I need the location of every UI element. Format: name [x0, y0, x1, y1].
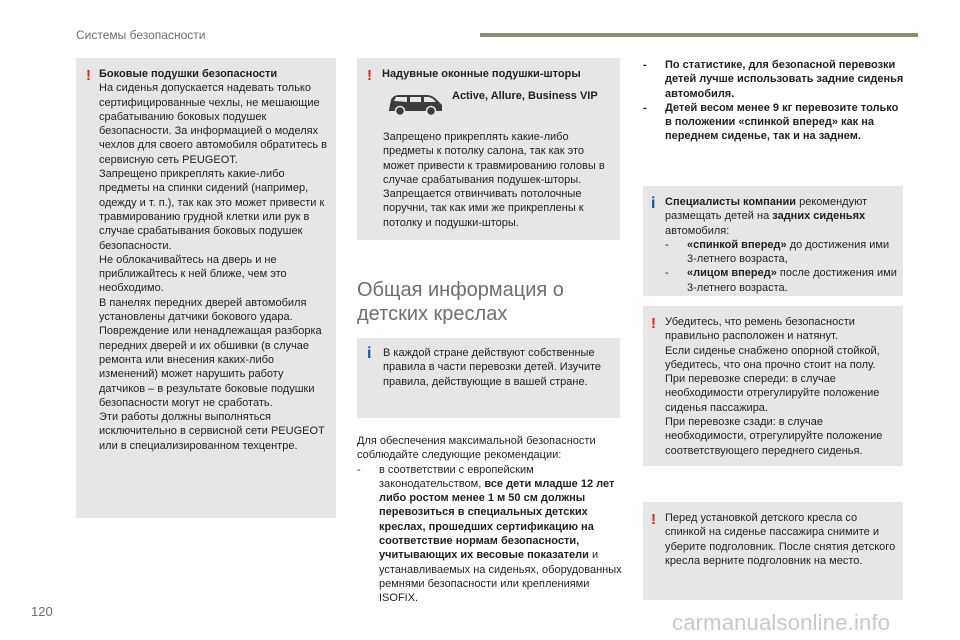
- main-intro: Для обеспечения максимальной безопасности соблюдайте следующие рекомендации:: [357, 435, 596, 462]
- specialists-bold: Специалисты компании: [665, 196, 797, 208]
- side-airbags-text: На сиденья допускается надевать только сертифицированные чехлы, не мешающие срабатыванию боковых подушек безопасности. За информацией о моделях чехлов для своего автомобиля обратитесь в сервисную сеть PEUGEOT. Запрещено прикреплять какие-либо предметы на спинки сидений (например, одежду и т. п.), так как это может привести к травмированию грудной клетки или рук в случае срабатывания боковых подушек безопасности. Не облокачивайтесь на дверь и не приближайтесь к ней ближе, чем это необходимо. В панелях передних дверей автомобиля установлены датчики бокового удара. Повреждение или ненадлежащая разборка передних дверей и их обшивки (в случае ремонта или внесения каких-либо изменений) может нарушить работу датчиков – в результате боковые подушки безопасности могут не сработать. Эти работы должны выполняться исключительно в сервисной сети PEUGEOT или в специализированном техцентре.: [99, 82, 327, 452]
- list-item: [665, 238, 897, 267]
- list-dash: -: [357, 463, 361, 476]
- watermark: carmanualsonline.info: [672, 610, 891, 635]
- section-title-line1: Общая информация о: [357, 279, 564, 301]
- specialists-intro: [665, 195, 897, 238]
- car-van-icon: [385, 90, 445, 118]
- belt-check-text: Убедитесь, что ремень безопасности правильно расположен и натянут. Если сиденье снабжено опорной стойкой, убедитесь, что она прочно стоит на полу. При перевозке спереди: в случае необходимости отрегулируйте положение сиденья пассажира. При перевозке сзади: в случае необходимости, отрегулируйте положение соответствующего переднего сиденья.: [665, 316, 883, 457]
- specialists-box: [643, 186, 903, 296]
- info-icon: i: [367, 345, 372, 362]
- list-dash: -: [643, 101, 647, 114]
- headrest-text: Перед установкой детского кресла со спинкой на сиденье пассажира снимите и уберите подголовник. После снятия детского кресла верните подголовник на место.: [665, 512, 896, 567]
- list-item-body: [379, 463, 623, 606]
- header-bar: [480, 33, 918, 37]
- country-rules-text: В каждой стране действуют собственные правила в части перевозки детей. Изучите правила, действующие в вашей стране.: [383, 347, 602, 388]
- forward-facing-text: после достижения ими 3-летнего возраста.: [687, 267, 897, 294]
- warning-icon: !: [367, 67, 372, 84]
- bullet-bold: все дети младше 12 лет либо ростом менее 1 м 50 см должны перевозиться в специальных детских креслах, прошедших сертификацию на соответствие нормам безопасности, учитывающих их весовые показатели: [379, 477, 615, 562]
- list-item: [643, 101, 905, 144]
- specialists-text: рекомендуют размещать детей на: [665, 196, 868, 223]
- list-item-body: Детей весом менее 9 кг перевозите только в положении «спинкой вперед» как на переднем сиденье, так и на заднем.: [665, 101, 899, 143]
- curtain-airbags-text: Запрещено прикреплять какие-либо предметы к потолку салона, так как это может привести к травмированию головы в случае срабатывания подушек-шторы. Запрещается отвинчивать потолочные поручни, так как ими же прикреплены к потолку и подушки-шторы.: [383, 131, 605, 229]
- belt-check-box: [643, 306, 903, 466]
- side-airbags-title: Боковые подушки безопасности: [99, 68, 278, 80]
- list-item-body: [687, 238, 897, 267]
- warning-icon: !: [651, 511, 656, 528]
- specialists-text-end: автомобиля:: [665, 224, 730, 237]
- right-bold-list: [643, 58, 905, 144]
- rear-seats-bold: задних сиденьях: [772, 210, 866, 223]
- section-title: [357, 278, 564, 326]
- section-title-line2: детских креслах: [357, 303, 508, 325]
- side-airbags-box: [76, 58, 336, 518]
- forward-facing-bold: «лицом вперед»: [687, 267, 777, 280]
- list-dash: -: [643, 59, 647, 71]
- list-dash: -: [665, 267, 669, 280]
- info-icon: i: [651, 195, 656, 212]
- list-item: [357, 463, 623, 606]
- headrest-box: [643, 502, 903, 600]
- page-number: 120: [31, 604, 53, 619]
- warning-icon: !: [651, 315, 656, 332]
- list-item-body: По статистике, для безопасной перевозки детей лучше использовать задние сиденья автомобиля.: [665, 59, 904, 100]
- list-item: [665, 266, 897, 295]
- country-rules-box: [357, 338, 620, 418]
- bullet-pre: в соответствии с европейским законодательством,: [379, 463, 534, 490]
- list-item-body: [687, 266, 897, 295]
- list-item: [643, 58, 905, 101]
- main-recommendations: [357, 434, 623, 606]
- trim-levels: Active, Allure, Business VIP: [452, 90, 598, 102]
- page-header-title: Системы безопасности: [76, 28, 206, 42]
- rear-facing-text: до достижения ими 3-летнего возраста,: [687, 238, 890, 266]
- list-dash: -: [665, 238, 669, 251]
- bullet-post: и устанавливаемых на сиденьях, оборудованных ремнями безопасности или креплениями ISOFIX.: [379, 549, 622, 605]
- warning-icon: !: [86, 67, 91, 84]
- rear-facing-bold: «спинкой вперед»: [687, 238, 787, 251]
- curtain-airbags-title: Надувные оконные подушки-шторы: [382, 68, 581, 80]
